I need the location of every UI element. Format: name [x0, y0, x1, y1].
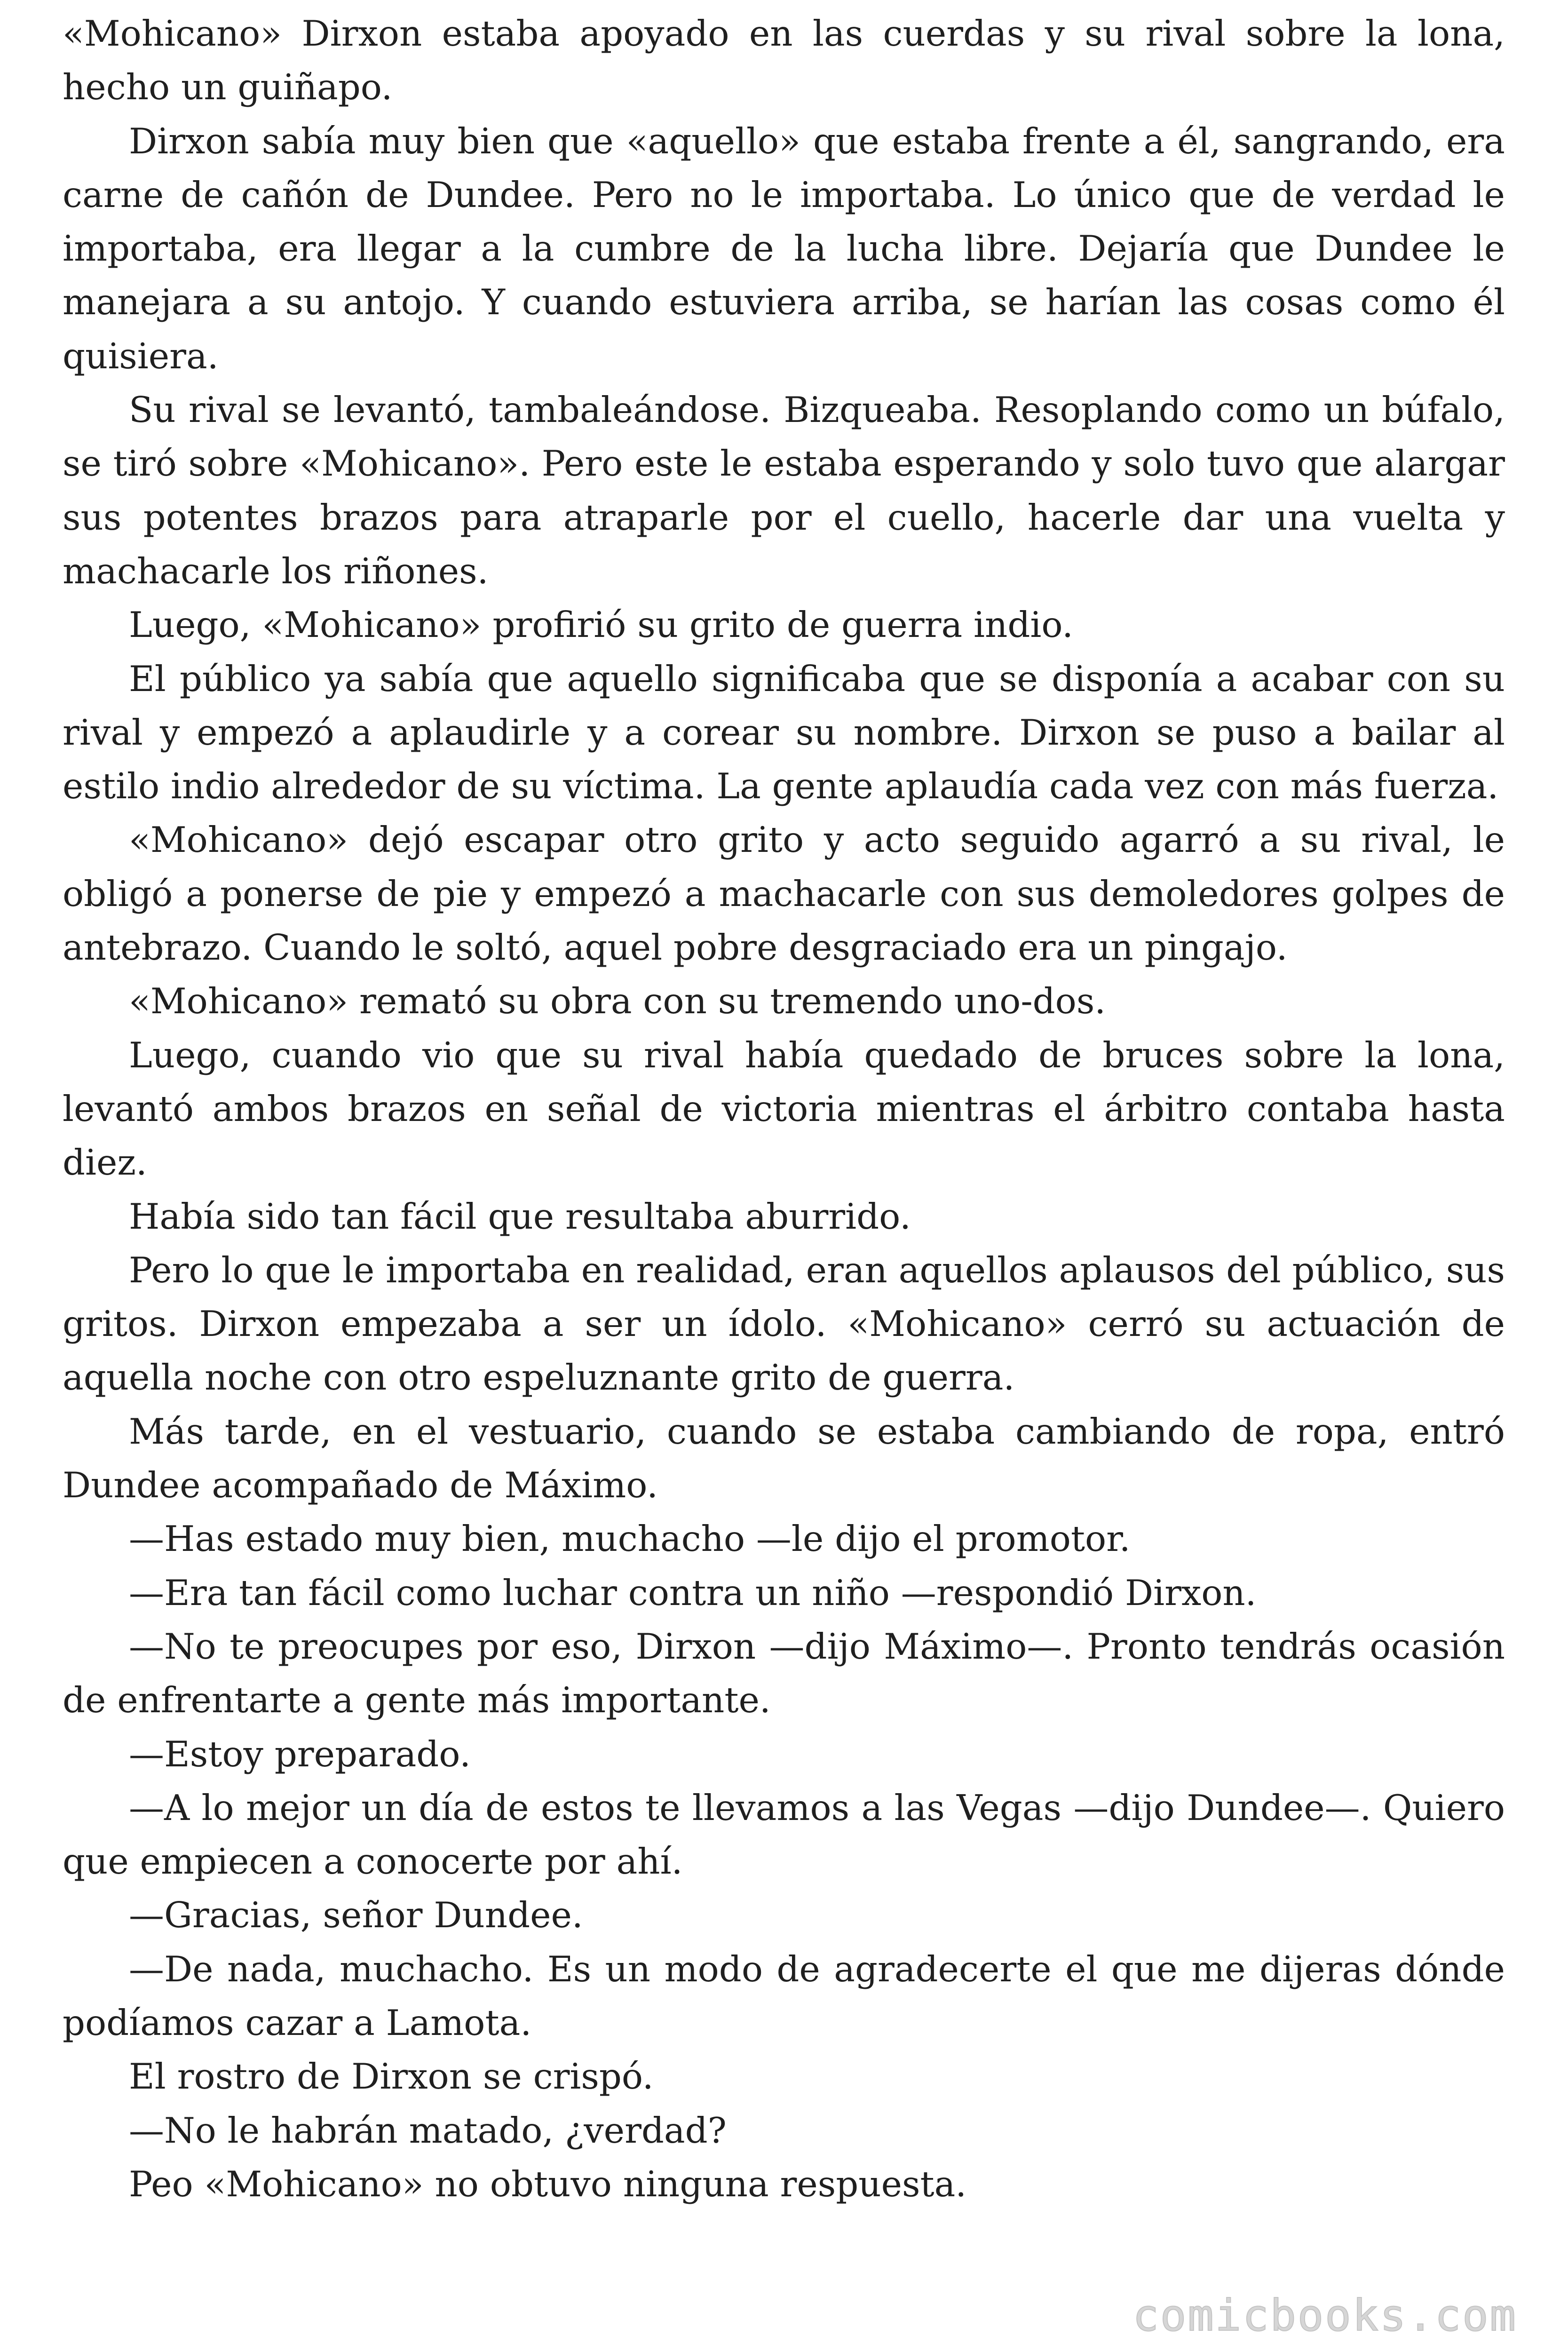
paragraph: Había sido tan fácil que resultaba aburrido. — [129, 1195, 911, 1237]
book-page — [63, 0, 1505, 2352]
paragraph: —Estoy preparado. — [129, 1733, 471, 1775]
paragraph: —Era tan fácil como luchar contra un niño —respondió Dirxon. — [129, 1572, 1257, 1613]
paragraph: —No le habrán matado, ¿verdad? — [129, 2109, 727, 2151]
paragraph: Luego, «Mohicano» profirió su grito de guerra indio. — [129, 604, 1074, 646]
paragraph: Su rival se levantó, tambaleándose. Bizqueaba. Resoplando como un búfalo, se tiró sobre «Mohicano». Pero este le estaba esperando y solo tuvo que alargar sus potentes brazos para atraparle por el cuello, hacerle dar una vuelta y machacarle los riñones. — [63, 389, 1505, 592]
paragraph: —A lo mejor un día de estos te llevamos a las Vegas —dijo Dundee—. Quiero que empiecen a conocerte por ahí. — [63, 1787, 1505, 1883]
paragraph: «Mohicano» remató su obra con su tremendo uno-dos. — [129, 980, 1106, 1022]
paragraph: Luego, cuando vio que su rival había quedado de bruces sobre la lona, levantó ambos brazos en señal de victoria mientras el árbitro contaba hasta diez. — [63, 1034, 1505, 1184]
paragraph: —De nada, muchacho. Es un modo de agradecerte el que me dijeras dónde podíamos cazar a Lamota. — [63, 1948, 1505, 2043]
watermark: comicbooks.com — [1132, 2290, 1517, 2341]
paragraph: El público ya sabía que aquello significaba que se disponía a acabar con su rival y empezó a aplaudirle y a corear su nombre. Dirxon se puso a bailar al estilo indio alrededor de su víctima. La gente aplaudía cada vez con más fuerza. — [63, 658, 1505, 807]
paragraph: —No te preocupes por eso, Dirxon —dijo Máximo—. Pronto tendrás ocasión de enfrentarte a gente más importante. — [63, 1625, 1505, 1721]
paragraph: Más tarde, en el vestuario, cuando se estaba cambiando de ropa, entró Dundee acompañado de Máximo. — [63, 1410, 1505, 1506]
body-text — [63, 7, 1505, 2211]
paragraph: —Gracias, señor Dundee. — [129, 1894, 583, 1936]
paragraph: Peo «Mohicano» no obtuvo ninguna respuesta. — [129, 2163, 967, 2205]
paragraph: —Has estado muy bien, muchacho —le dijo el promotor. — [129, 1518, 1131, 1560]
paragraph: «Mohicano» dejó escapar otro grito y acto seguido agarró a su rival, le obligó a ponerse de pie y empezó a machacarle con sus demoledores golpes de antebrazo. Cuando le soltó, aquel pobre desgraciado era un pingajo. — [63, 819, 1505, 969]
paragraph: «Mohicano» Dirxon estaba apoyado en las cuerdas y su rival sobre la lona, hecho un guiñapo. — [63, 13, 1505, 108]
paragraph: El rostro de Dirxon se crispó. — [129, 2056, 654, 2098]
paragraph: Dirxon sabía muy bien que «aquello» que estaba frente a él, sangrando, era carne de cañón de Dundee. Pero no le importaba. Lo único que de verdad le importaba, era llegar a la cumbre de la lucha libre. Dejaría que Dundee le manejara a su antojo. Y cuando estuviera arriba, se harían las cosas como él quisiera. — [63, 120, 1505, 377]
paragraph: Pero lo que le importaba en realidad, eran aquellos aplausos del público, sus gritos. Dirxon empezaba a ser un ídolo. «Mohicano» cerró su actuación de aquella noche con otro espeluznante grito de guerra. — [63, 1249, 1505, 1398]
